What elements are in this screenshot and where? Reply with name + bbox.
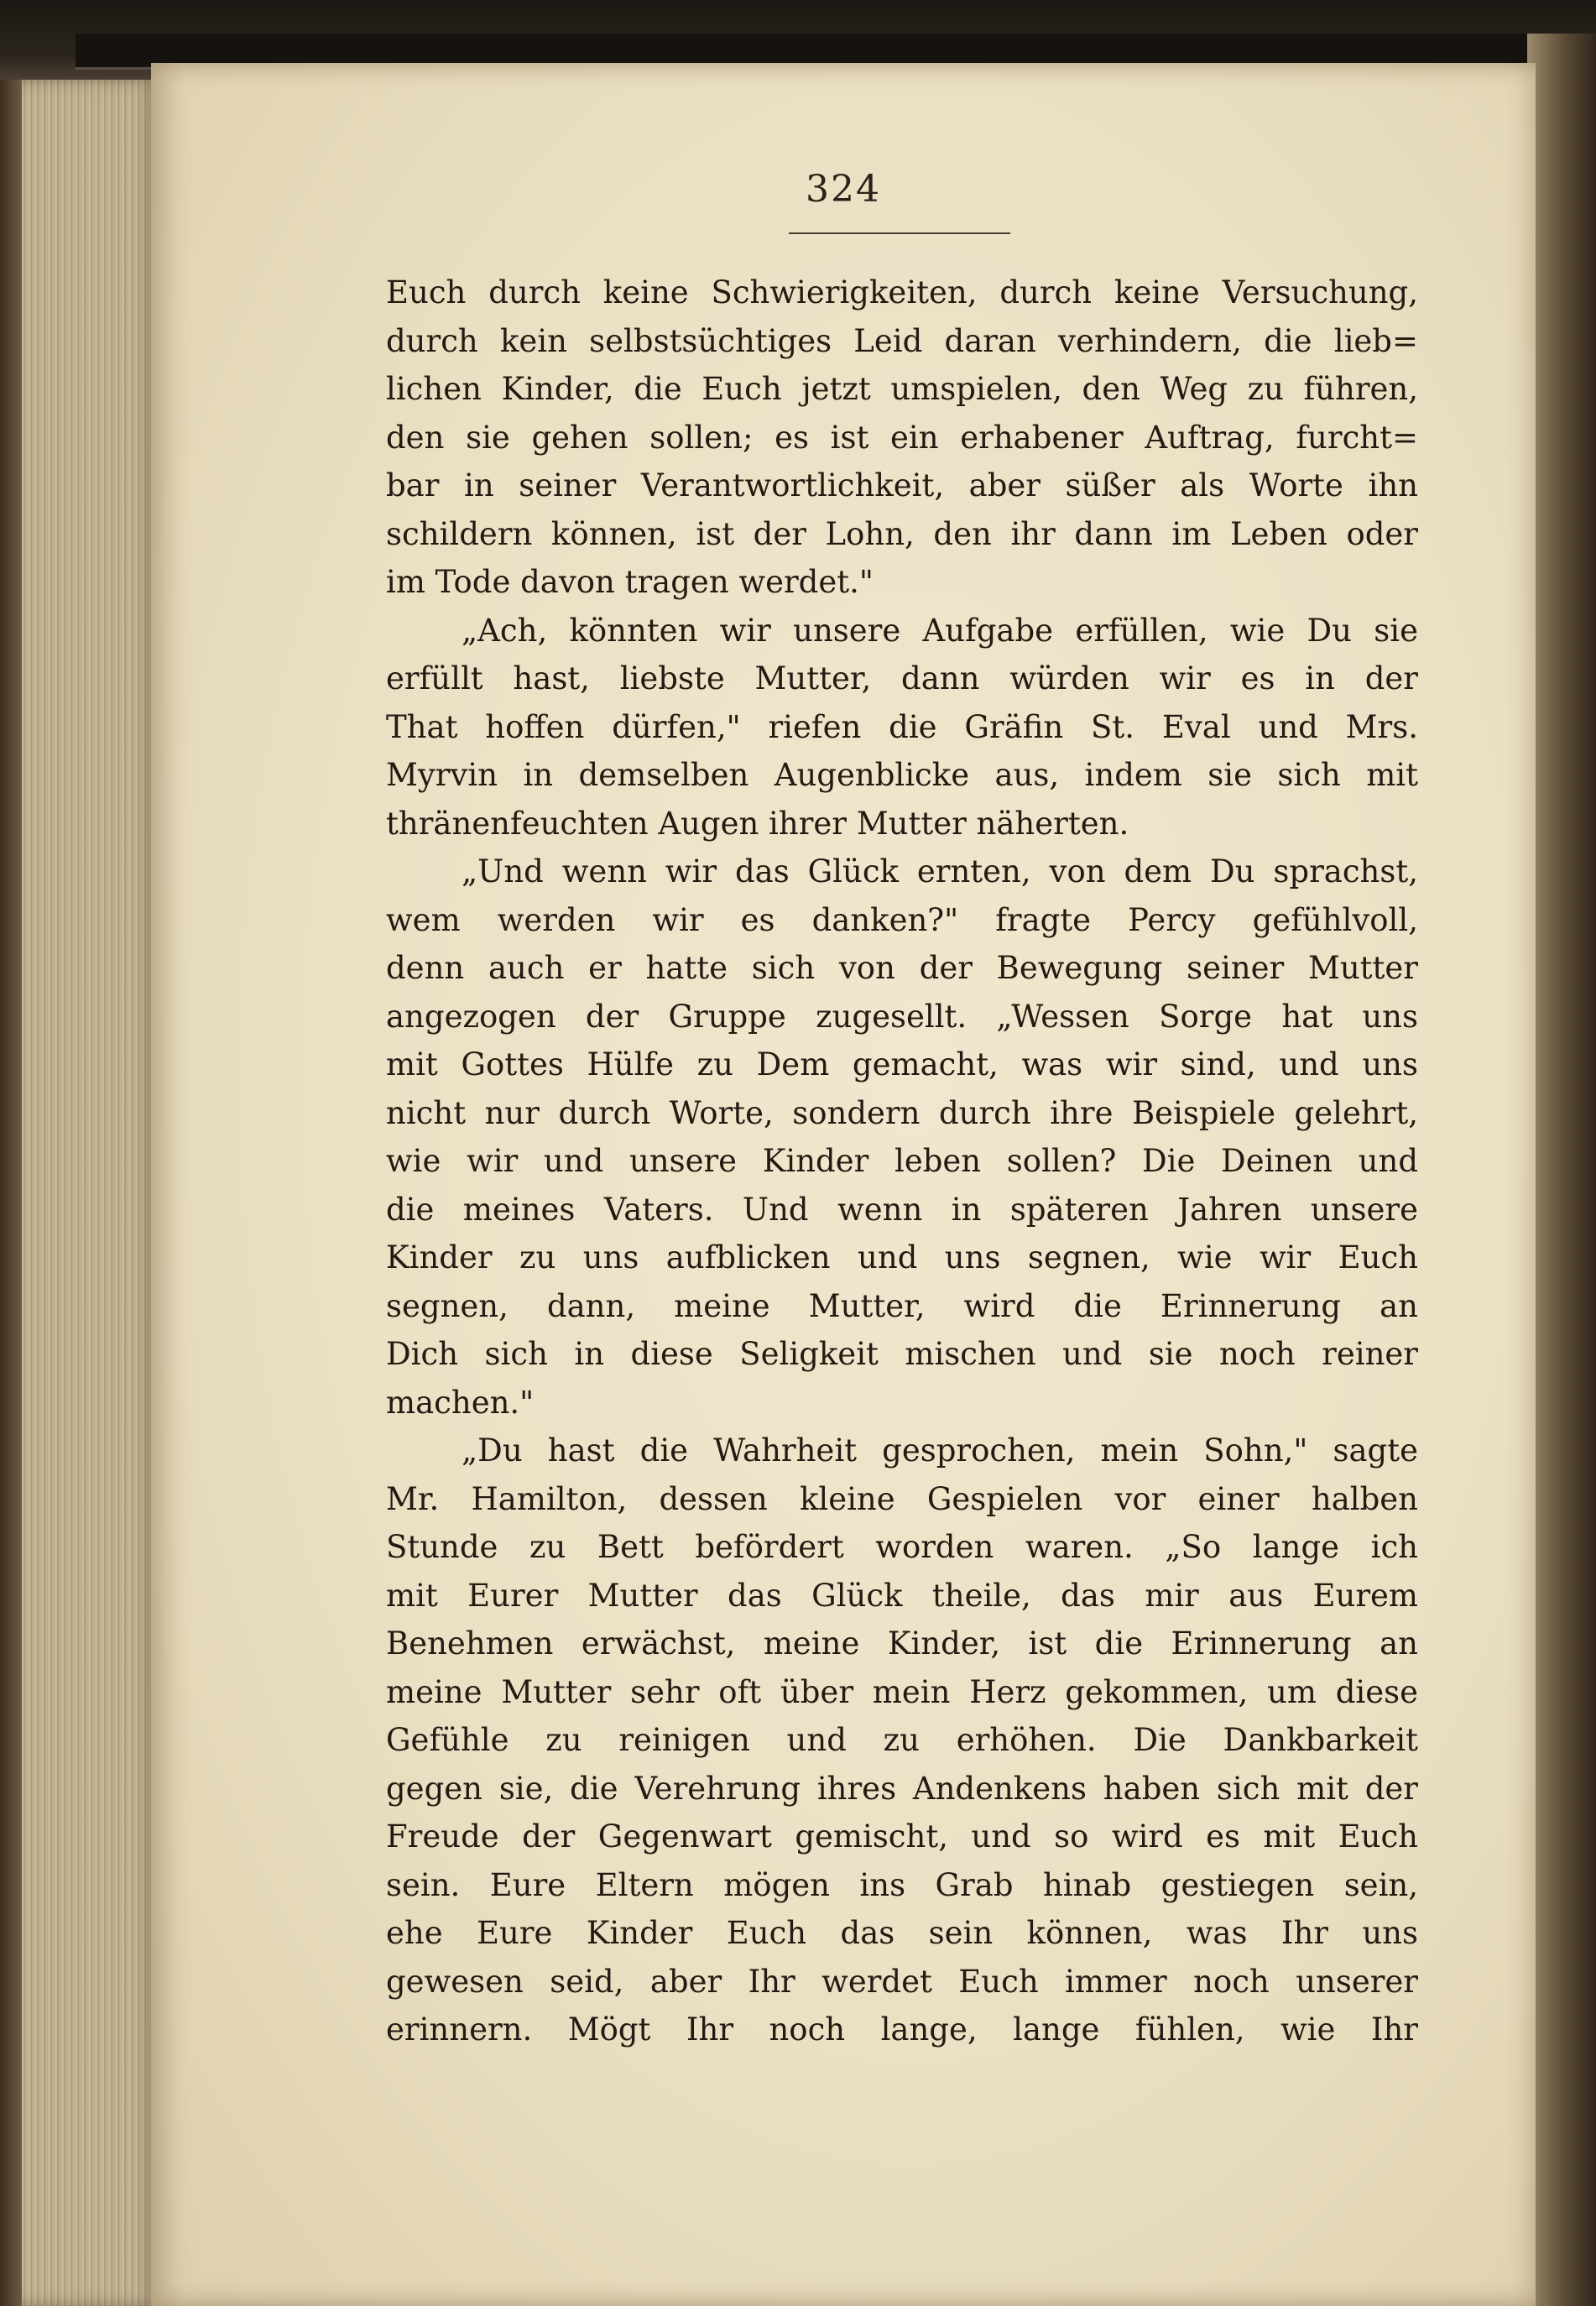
text-line: wie wir und unsere Kinder leben sollen? Die Deinen und — [386, 1143, 1418, 1179]
text-line: Stunde zu Bett befördert worden waren. „So lange ich — [386, 1529, 1418, 1565]
text-line: Euch durch keine Schwierigkeiten, durch keine Versuchung, — [386, 274, 1418, 310]
text-line: im Tode davon tragen werdet." — [386, 564, 874, 600]
text-line: nicht nur durch Worte, sondern durch ihre Beispiele gelehrt, — [386, 1094, 1418, 1131]
book-page — [151, 63, 1536, 2306]
text-line: „Du hast die Wahrheit gesprochen, mein Sohn," sagte — [462, 1432, 1418, 1469]
text-line: mit Gottes Hülfe zu Dem gemacht, was wir sind, und uns — [386, 1046, 1418, 1083]
text-line: That hoffen dürfen," riefen die Gräfin St. Eval und Mrs. — [386, 708, 1418, 745]
text-line: Myrvin in demselben Augenblicke aus, indem sie sich mit — [386, 757, 1418, 793]
text-line: gewesen seid, aber Ihr werdet Euch immer noch unserer — [386, 1963, 1418, 2000]
page-number: 324 — [806, 168, 881, 211]
text-line: denn auch er hatte sich von der Bewegung seiner Mutter — [386, 950, 1418, 986]
text-line: thränenfeuchten Augen ihrer Mutter näherten. — [386, 805, 1129, 842]
text-line: angezogen der Gruppe zugesellt. „Wessen Sorge hat uns — [386, 998, 1418, 1035]
text-line: bar in seiner Verantwortlichkeit, aber süßer als Worte ihn — [386, 467, 1418, 503]
text-line: die meines Vaters. Und wenn in späteren Jahren unsere — [386, 1191, 1418, 1228]
text-line: segnen, dann, meine Mutter, wird die Erinnerung an — [386, 1287, 1418, 1324]
text-line: Dich sich in diese Seligkeit mischen und sie noch reiner — [386, 1336, 1418, 1372]
text-line: Freude der Gegenwart gemischt, und so wird es mit Euch — [386, 1818, 1418, 1855]
text-line: ehe Eure Kinder Euch das sein können, was Ihr uns — [386, 1915, 1418, 1951]
text-line: schildern können, ist der Lohn, den ihr dann im Leben oder — [386, 515, 1418, 552]
text-line: „Und wenn wir das Glück ernten, von dem Du sprachst, — [462, 853, 1418, 890]
text-line: meine Mutter sehr oft über mein Herz gekommen, um diese — [386, 1673, 1418, 1710]
text-line: Gefühle zu reinigen und zu erhöhen. Die Dankbarkeit — [386, 1722, 1418, 1758]
book-spine-edge — [1527, 34, 1596, 2306]
text-line: erfüllt hast, liebste Mutter, dann würden wir es in der — [386, 660, 1418, 696]
text-line: machen." — [386, 1384, 535, 1421]
text-line: Mr. Hamilton, dessen kleine Gespielen vor einer halben — [386, 1480, 1418, 1517]
text-line: sein. Eure Eltern mögen ins Grab hinab gestiegen sein, — [386, 1866, 1418, 1903]
text-line: gegen sie, die Verehrung ihres Andenkens haben sich mit der — [386, 1770, 1418, 1807]
text-line: durch kein selbstsüchtiges Leid daran verhindern, die lieb= — [386, 322, 1418, 359]
text-line: mit Eurer Mutter das Glück theile, das mir aus Eurem — [386, 1577, 1418, 1614]
text-line: Benehmen erwächst, meine Kinder, ist die Erinnerung an — [386, 1625, 1418, 1662]
text-line: „Ach, könnten wir unsere Aufgabe erfüllen, wie Du sie — [462, 612, 1418, 649]
page-block-edges — [0, 80, 159, 2306]
text-line: den sie gehen sollen; es ist ein erhabener Auftrag, furcht= — [386, 419, 1418, 456]
text-line: erinnern. Mögt Ihr noch lange, lange fühlen, wie Ihr — [386, 2011, 1418, 2048]
body-text — [386, 269, 1418, 2054]
page-number-rule — [789, 232, 1010, 234]
text-line: lichen Kinder, die Euch jetzt umspielen, den Weg zu führen, — [386, 371, 1418, 407]
text-line: Kinder zu uns aufblicken und uns segnen, wie wir Euch — [386, 1239, 1418, 1276]
text-line: wem werden wir es danken?" fragte Percy gefühlvoll, — [386, 901, 1418, 938]
